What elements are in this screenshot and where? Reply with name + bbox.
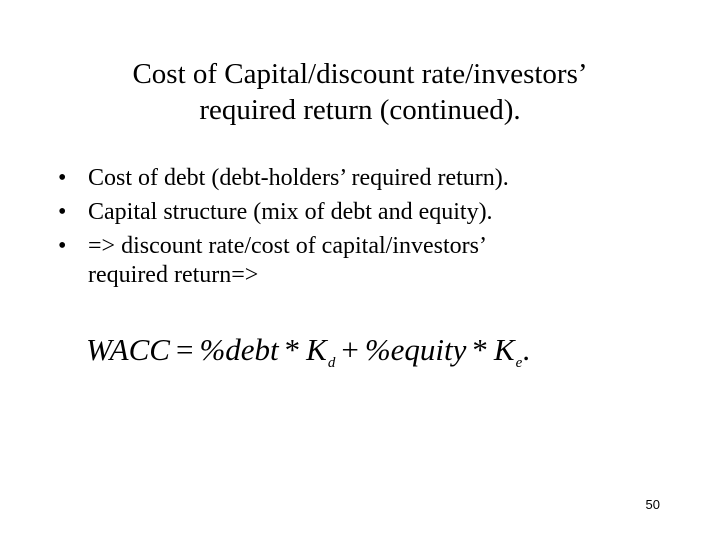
bullet-text-continuation: required return=> <box>88 262 259 288</box>
slide-title-line-2: required return (continued). <box>199 94 521 126</box>
bullet-dot-icon: • <box>58 199 67 225</box>
bullet-text: Cost of debt (debt-holders’ required return). <box>88 165 509 191</box>
bullet-text: => discount rate/cost of capital/investors’ <box>88 233 487 259</box>
formula-term2-sub: e <box>515 355 523 371</box>
formula-times-2: * <box>472 332 488 367</box>
formula-term2-var: K <box>493 332 515 367</box>
formula-plus: + <box>341 332 359 367</box>
bullet-list <box>58 164 678 295</box>
formula-equals: = <box>175 332 194 367</box>
wacc-formula <box>86 330 530 383</box>
formula-term1-var: K <box>306 332 327 367</box>
page-number: 50 <box>645 497 660 512</box>
formula-lhs: WACC <box>86 332 170 367</box>
slide-title <box>60 56 660 128</box>
bullet-dot-icon: • <box>58 165 67 191</box>
bullet-item-discount-rate <box>58 232 678 290</box>
bullet-text: Capital structure (mix of debt and equity). <box>88 199 493 225</box>
bullet-dot-icon: • <box>58 233 67 259</box>
formula-term1-sub: d <box>327 355 336 371</box>
slide-title-line-1: Cost of Capital/discount rate/investors’ <box>132 58 588 90</box>
formula-times-1: * <box>284 332 301 367</box>
formula-end: . <box>522 332 530 367</box>
formula-term1-name: %debt <box>199 332 279 367</box>
bullet-item-cost-of-debt <box>58 164 678 193</box>
bullet-item-capital-structure <box>58 198 678 227</box>
formula-term2-name: %equity <box>364 332 467 367</box>
